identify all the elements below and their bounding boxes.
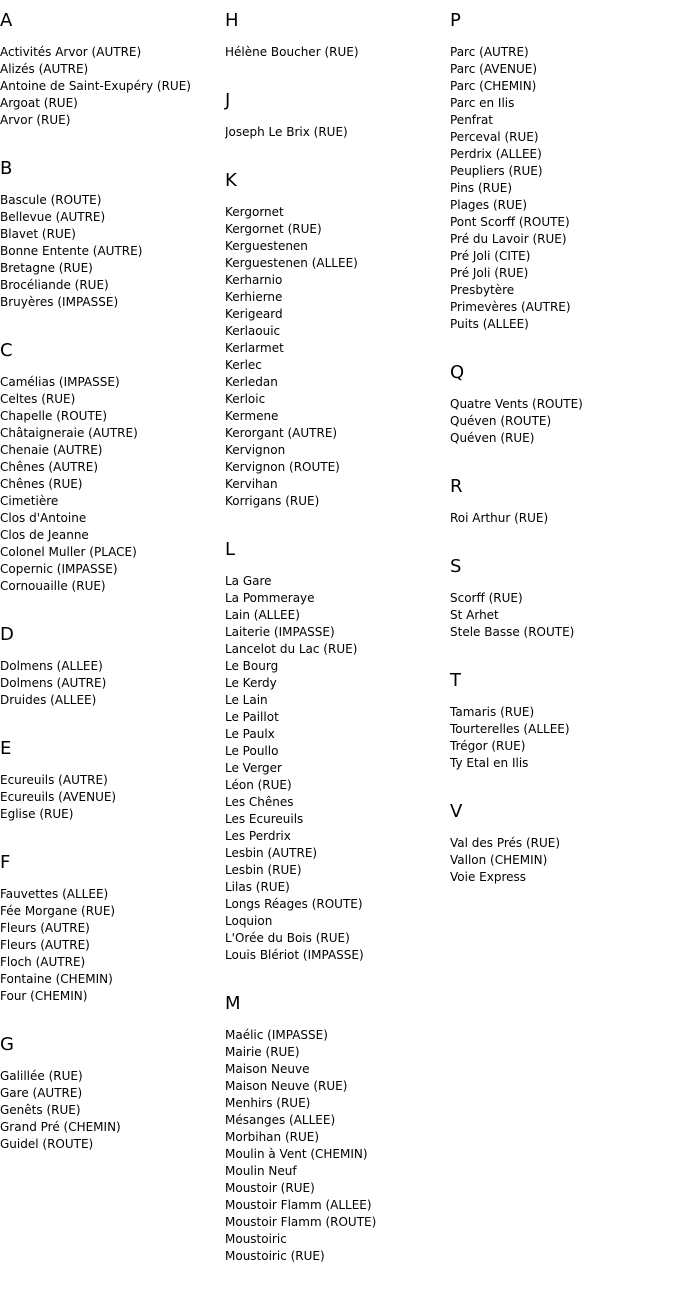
letter-group-v <box>450 801 672 886</box>
letter-heading: J <box>225 90 231 111</box>
street-name: Bretagne (RUE) <box>0 261 93 275</box>
letter-heading: H <box>225 10 239 31</box>
street-name: Léon (RUE) <box>225 778 292 792</box>
street-name: Bascule (ROUTE) <box>0 193 102 207</box>
street-name: Perceval (RUE) <box>450 130 539 144</box>
street-name: Quatre Vents (ROUTE) <box>450 397 583 411</box>
letter-heading: C <box>0 340 13 361</box>
letter-group-g <box>0 1034 222 1153</box>
street-name: Kerlec <box>225 358 262 372</box>
letter-heading: R <box>450 476 463 497</box>
street-name: Loquion <box>225 914 273 928</box>
street-name: Copernic (IMPASSE) <box>0 562 118 576</box>
street-name: Cornouaille (RUE) <box>0 579 106 593</box>
street-name: Pré Joli (RUE) <box>450 266 529 280</box>
street-name: Kerhierne <box>225 290 283 304</box>
street-name: Moulin à Vent (CHEMIN) <box>225 1147 368 1161</box>
street-name: Bellevue (AUTRE) <box>0 210 106 224</box>
letter-heading: V <box>450 801 463 822</box>
street-name: Maison Neuve <box>225 1062 310 1076</box>
street-name: Maison Neuve (RUE) <box>225 1079 348 1093</box>
street-name: Chapelle (ROUTE) <box>0 409 108 423</box>
street-name: Korrigans (RUE) <box>225 494 320 508</box>
street-name: Kerledan <box>225 375 278 389</box>
street-name: Chênes (AUTRE) <box>0 460 99 474</box>
street-name: Fleurs (AUTRE) <box>0 921 90 935</box>
letter-group-e <box>0 738 222 823</box>
street-list <box>225 573 447 964</box>
street-column-3 <box>450 10 672 915</box>
street-name: Alizés (AUTRE) <box>0 62 89 76</box>
letter-heading: E <box>0 738 12 759</box>
street-name: Chênes (RUE) <box>0 477 83 491</box>
street-name: Le Poullo <box>225 744 279 758</box>
street-list <box>0 374 222 595</box>
street-column-2 <box>225 10 447 1294</box>
letter-group-j <box>225 90 447 141</box>
street-name: Argoat (RUE) <box>0 96 78 110</box>
street-name: Grand Pré (CHEMIN) <box>0 1120 121 1134</box>
street-list <box>0 192 222 311</box>
letter-heading: P <box>450 10 461 31</box>
letter-heading: M <box>225 993 241 1014</box>
letter-heading: B <box>0 158 13 179</box>
street-name: Le Verger <box>225 761 282 775</box>
letter-group-k <box>225 170 447 510</box>
street-name: Longs Réages (ROUTE) <box>225 897 363 911</box>
street-list <box>225 1027 447 1265</box>
street-name: Ecureuils (AUTRE) <box>0 773 108 787</box>
street-name: Floch (AUTRE) <box>0 955 86 969</box>
street-name: Dolmens (ALLEE) <box>0 659 103 673</box>
street-name: Voie Express <box>450 870 527 884</box>
street-name: Blavet (RUE) <box>0 227 76 241</box>
street-list <box>450 590 672 641</box>
street-name: Val des Prés (RUE) <box>450 836 561 850</box>
street-name: Chenaie (AUTRE) <box>0 443 103 457</box>
street-name: Hélène Boucher (RUE) <box>225 45 359 59</box>
street-name: Le Kerdy <box>225 676 277 690</box>
street-name: Kerlarmet <box>225 341 284 355</box>
letter-group-r <box>450 476 672 527</box>
letter-group-t <box>450 670 672 772</box>
street-name: Fauvettes (ALLEE) <box>0 887 109 901</box>
street-name: Fontaine (CHEMIN) <box>0 972 113 986</box>
street-name: Tamaris (RUE) <box>450 705 535 719</box>
street-name: Lesbin (AUTRE) <box>225 846 318 860</box>
street-name: Lilas (RUE) <box>225 880 290 894</box>
street-list <box>225 44 447 61</box>
letter-heading: K <box>225 170 237 191</box>
letter-heading: D <box>0 624 14 645</box>
street-name: Pins (RUE) <box>450 181 513 195</box>
street-name: Mésanges (ALLEE) <box>225 1113 336 1127</box>
street-name: Pont Scorff (ROUTE) <box>450 215 570 229</box>
letter-group-a <box>0 10 222 129</box>
street-list <box>0 658 222 709</box>
street-name: Louis Blériot (IMPASSE) <box>225 948 364 962</box>
street-name: Laiterie (IMPASSE) <box>225 625 335 639</box>
street-name: L'Orée du Bois (RUE) <box>225 931 350 945</box>
street-name: Kergornet <box>225 205 284 219</box>
street-name: Moustoir (RUE) <box>225 1181 315 1195</box>
street-name: Le Lain <box>225 693 268 707</box>
street-list <box>450 704 672 772</box>
street-name: Parc (AVENUE) <box>450 62 538 76</box>
street-name: Brocéliande (RUE) <box>0 278 109 292</box>
street-list <box>450 44 672 333</box>
letter-heading: T <box>450 670 461 691</box>
street-name: Galillée (RUE) <box>0 1069 83 1083</box>
street-name: Le Paillot <box>225 710 279 724</box>
street-name: Lesbin (RUE) <box>225 863 302 877</box>
street-list <box>450 835 672 886</box>
street-name: Mairie (RUE) <box>225 1045 300 1059</box>
street-name: Cimetière <box>0 494 59 508</box>
street-name: Kerguestenen (ALLEE) <box>225 256 358 270</box>
street-name: Maélic (IMPASSE) <box>225 1028 328 1042</box>
street-name: Châtaigneraie (AUTRE) <box>0 426 138 440</box>
street-name: Ty Etal en Ilis <box>450 756 529 770</box>
street-name: Kervignon <box>225 443 286 457</box>
letter-group-m <box>225 993 447 1265</box>
street-name: Celtes (RUE) <box>0 392 76 406</box>
street-list <box>0 886 222 1005</box>
letter-group-p <box>450 10 672 333</box>
street-list <box>225 204 447 510</box>
letter-group-q <box>450 362 672 447</box>
street-name: Penfrat <box>450 113 494 127</box>
letter-group-f <box>0 852 222 1005</box>
street-name: Clos de Jeanne <box>0 528 89 542</box>
street-name: Moustoir Flamm (ALLEE) <box>225 1198 372 1212</box>
street-name: Kerlaouic <box>225 324 281 338</box>
street-list <box>225 124 447 141</box>
street-name: Fée Morgane (RUE) <box>0 904 116 918</box>
street-name: Bruyères (IMPASSE) <box>0 295 119 309</box>
street-name: Le Paulx <box>225 727 275 741</box>
street-name: Dolmens (AUTRE) <box>0 676 107 690</box>
street-name: Kermene <box>225 409 279 423</box>
letter-group-b <box>0 158 222 311</box>
letter-heading: Q <box>450 362 465 383</box>
street-name: Menhirs (RUE) <box>225 1096 311 1110</box>
street-column-1 <box>0 10 222 1182</box>
letter-heading: A <box>0 10 13 31</box>
street-name: Parc (CHEMIN) <box>450 79 537 93</box>
street-name: Kergornet (RUE) <box>225 222 322 236</box>
street-name: Roi Arthur (RUE) <box>450 511 549 525</box>
street-name: Moulin Neuf <box>225 1164 297 1178</box>
letter-heading: G <box>0 1034 14 1055</box>
street-name: Druides (ALLEE) <box>0 693 97 707</box>
street-name: Plages (RUE) <box>450 198 528 212</box>
street-name: Camélias (IMPASSE) <box>0 375 120 389</box>
street-name: Antoine de Saint-Exupéry (RUE) <box>0 79 191 93</box>
street-name: Les Chênes <box>225 795 294 809</box>
street-name: Stele Basse (ROUTE) <box>450 625 575 639</box>
letter-heading: F <box>0 852 11 873</box>
letter-group-c <box>0 340 222 595</box>
street-name: Kerharnio <box>225 273 283 287</box>
street-name: Parc en Ilis <box>450 96 515 110</box>
street-name: Kerguestenen <box>225 239 308 253</box>
letter-heading: L <box>225 539 236 560</box>
street-name: Colonel Muller (PLACE) <box>0 545 137 559</box>
letter-heading: S <box>450 556 462 577</box>
street-name: Puits (ALLEE) <box>450 317 529 331</box>
street-name: Quéven (ROUTE) <box>450 414 552 428</box>
street-name: Presbytère <box>450 283 515 297</box>
street-name: Les Ecureuils <box>225 812 304 826</box>
street-name: Clos d'Antoine <box>0 511 87 525</box>
street-list <box>0 1068 222 1153</box>
street-name: Kerigeard <box>225 307 283 321</box>
street-name: Peupliers (RUE) <box>450 164 543 178</box>
street-name: Kerloic <box>225 392 266 406</box>
street-name: Quéven (RUE) <box>450 431 535 445</box>
street-name: Kervihan <box>225 477 278 491</box>
street-list <box>0 772 222 823</box>
street-name: Pré Joli (CITE) <box>450 249 531 263</box>
street-name: St Arhet <box>450 608 499 622</box>
street-list <box>0 44 222 129</box>
letter-group-s <box>450 556 672 641</box>
street-name: Eglise (RUE) <box>0 807 74 821</box>
street-name: La Gare <box>225 574 272 588</box>
street-name: Kervignon (ROUTE) <box>225 460 340 474</box>
street-name: Parc (AUTRE) <box>450 45 529 59</box>
street-name: Lancelot du Lac (RUE) <box>225 642 358 656</box>
street-name: Moustoir Flamm (ROUTE) <box>225 1215 377 1229</box>
street-name: Lain (ALLEE) <box>225 608 300 622</box>
street-name: Bonne Entente (AUTRE) <box>0 244 143 258</box>
street-name: Morbihan (RUE) <box>225 1130 320 1144</box>
street-name: Arvor (RUE) <box>0 113 71 127</box>
street-name: Tourterelles (ALLEE) <box>450 722 570 736</box>
letter-group-d <box>0 624 222 709</box>
letter-group-h <box>225 10 447 61</box>
street-name: La Pommeraye <box>225 591 315 605</box>
street-name: Scorff (RUE) <box>450 591 523 605</box>
street-name: Joseph Le Brix (RUE) <box>225 125 348 139</box>
street-name: Moustoiric <box>225 1232 287 1246</box>
street-list <box>450 396 672 447</box>
street-name: Genêts (RUE) <box>0 1103 81 1117</box>
street-name: Moustoiric (RUE) <box>225 1249 325 1263</box>
street-name: Les Perdrix <box>225 829 291 843</box>
street-name: Kerorgant (AUTRE) <box>225 426 338 440</box>
street-name: Perdrix (ALLEE) <box>450 147 542 161</box>
street-name: Fleurs (AUTRE) <box>0 938 90 952</box>
street-name: Guidel (ROUTE) <box>0 1137 94 1151</box>
street-list <box>450 510 672 527</box>
street-name: Four (CHEMIN) <box>0 989 88 1003</box>
street-name: Ecureuils (AVENUE) <box>0 790 117 804</box>
street-name: Gare (AUTRE) <box>0 1086 83 1100</box>
letter-group-l <box>225 539 447 964</box>
street-name: Trégor (RUE) <box>450 739 526 753</box>
street-name: Primevères (AUTRE) <box>450 300 571 314</box>
street-name: Activités Arvor (AUTRE) <box>0 45 142 59</box>
street-name: Pré du Lavoir (RUE) <box>450 232 567 246</box>
street-name: Vallon (CHEMIN) <box>450 853 548 867</box>
street-name: Le Bourg <box>225 659 279 673</box>
